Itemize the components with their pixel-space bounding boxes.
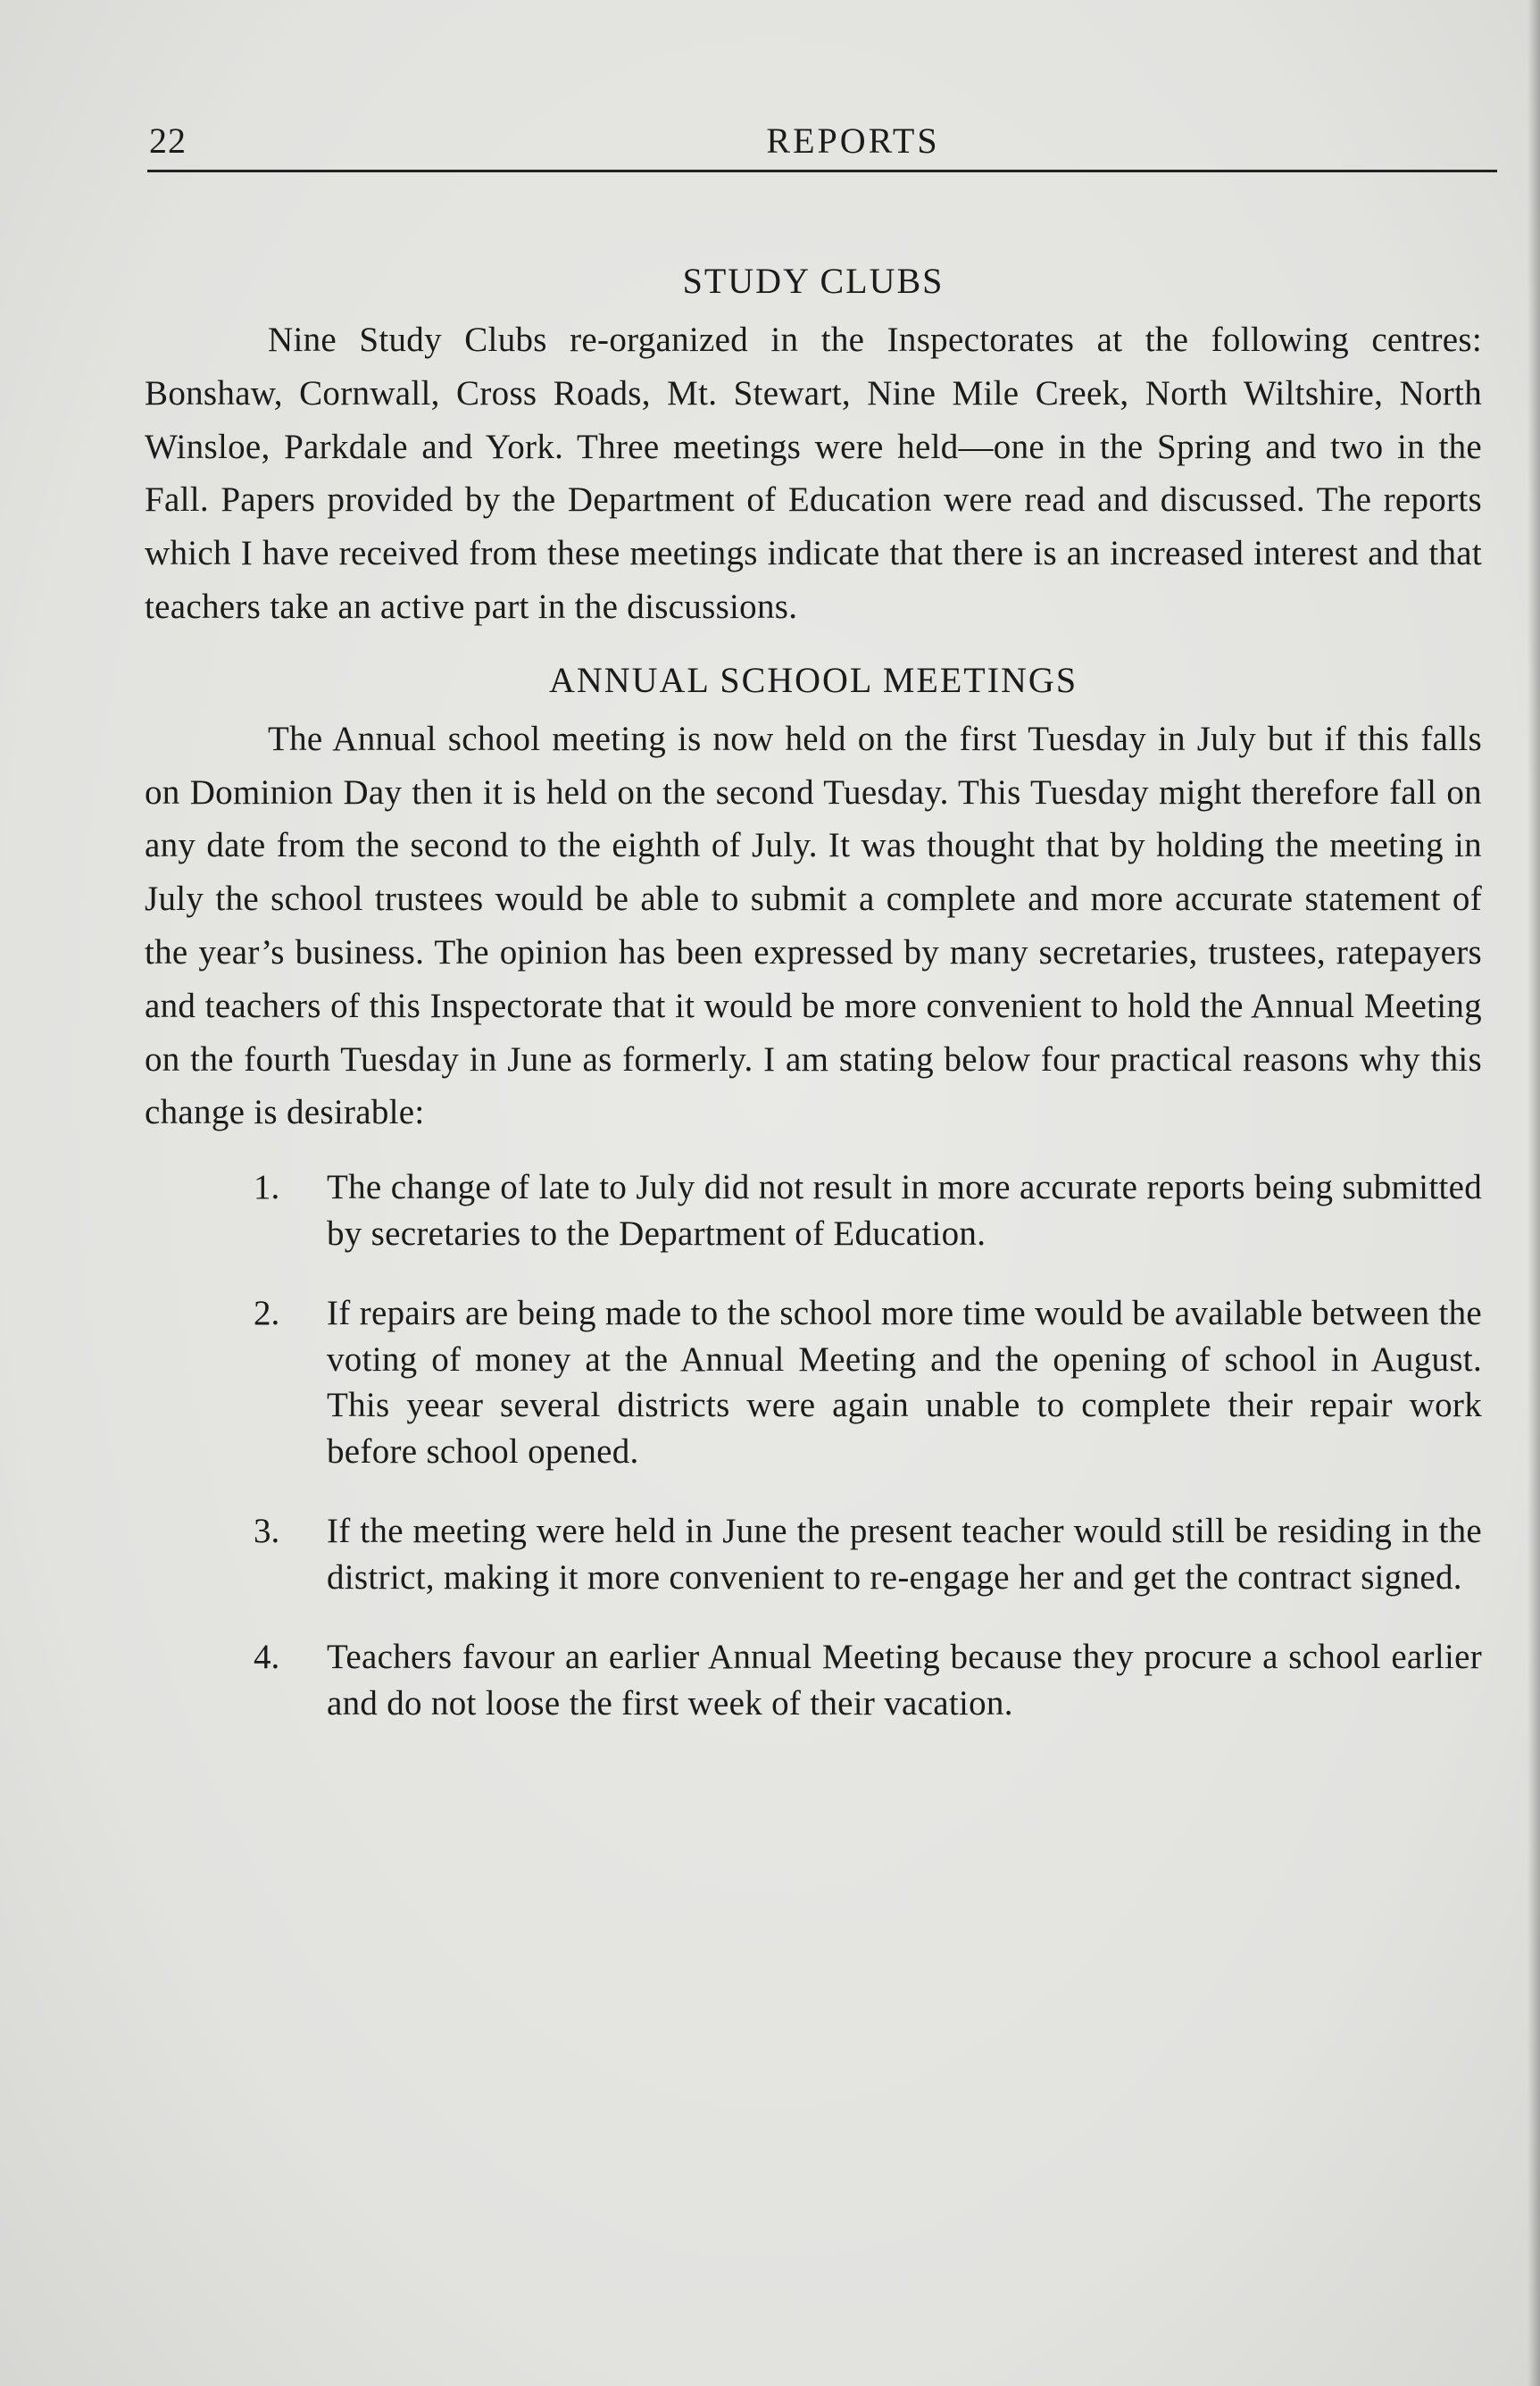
running-head: REPORTS [766, 121, 940, 161]
list-item-number: 4. [254, 1638, 280, 1677]
list-item [145, 1634, 1482, 1726]
section-heading-annual-school-meetings: ANNUAL SCHOOL MEETINGS [548, 659, 1078, 700]
list-item-text: Teachers favour an earlier Annual Meeting because they procure a school earlier and do not loose the first week of their vacation. [327, 1638, 1482, 1723]
list-item-text: If the meeting were held in June the present teacher would still be residing in the district, making it more convenient to re-engage her and get the contract signed. [327, 1512, 1482, 1597]
reasons-list [145, 1164, 1482, 1726]
header-rule [147, 170, 1497, 172]
page-header [146, 114, 1498, 168]
list-item [145, 1508, 1482, 1600]
list-item [145, 1164, 1482, 1256]
section-heading-study-clubs: STUDY CLUBS [682, 261, 945, 301]
list-item-text: The change of late to July did not result in more accurate reports being submitted by secretaries to the Department of Education. [327, 1168, 1482, 1253]
list-item-number: 1. [254, 1168, 280, 1207]
list-item-text: If repairs are being made to the school more time would be available between the voting of money at the Annual Meeting and the opening of school in August. This yeear several districts were again unable to complete their repair work before school opened. [327, 1294, 1482, 1471]
page-number: 22 [149, 121, 187, 161]
paragraph-study-clubs: Nine Study Clubs re-organized in the Inspectorates at the following centres: Bonshaw, Cornwall, Cross Roads, Mt. Stewart, Nine Mile Creek, North Wiltshire, North Winsloe, Parkdale and York. Three meetings were held—one in the Spring and two in the Fall. Papers provided by the Department of Education were read and discussed. The reports which I have received from these meetings indicate that there is an increased interest and that teachers take an active part in the discussions. [145, 321, 1482, 626]
page-body [145, 254, 1482, 1760]
list-item-number: 3. [254, 1512, 280, 1551]
paragraph-annual-school-meetings: The Annual school meeting is now held on the first Tuesday in July but if this falls on Dominion Day then it is held on the second Tuesday. This Tuesday might therefore fall on any date from the second to the eighth of July. It was thought that by holding the meeting in July the school trustees would be able to submit a complete and more accurate statement of the year’s business. The opinion has been expressed by many secretaries, trustees, ratepayers and teachers of this Inspectorate that it would be more convenient to hold the Annual Meeting on the fourth Tuesday in June as formerly. I am stating below four practical reasons why this change is desirable: [145, 719, 1482, 1132]
list-item-number: 2. [254, 1294, 280, 1333]
list-item [145, 1290, 1482, 1474]
